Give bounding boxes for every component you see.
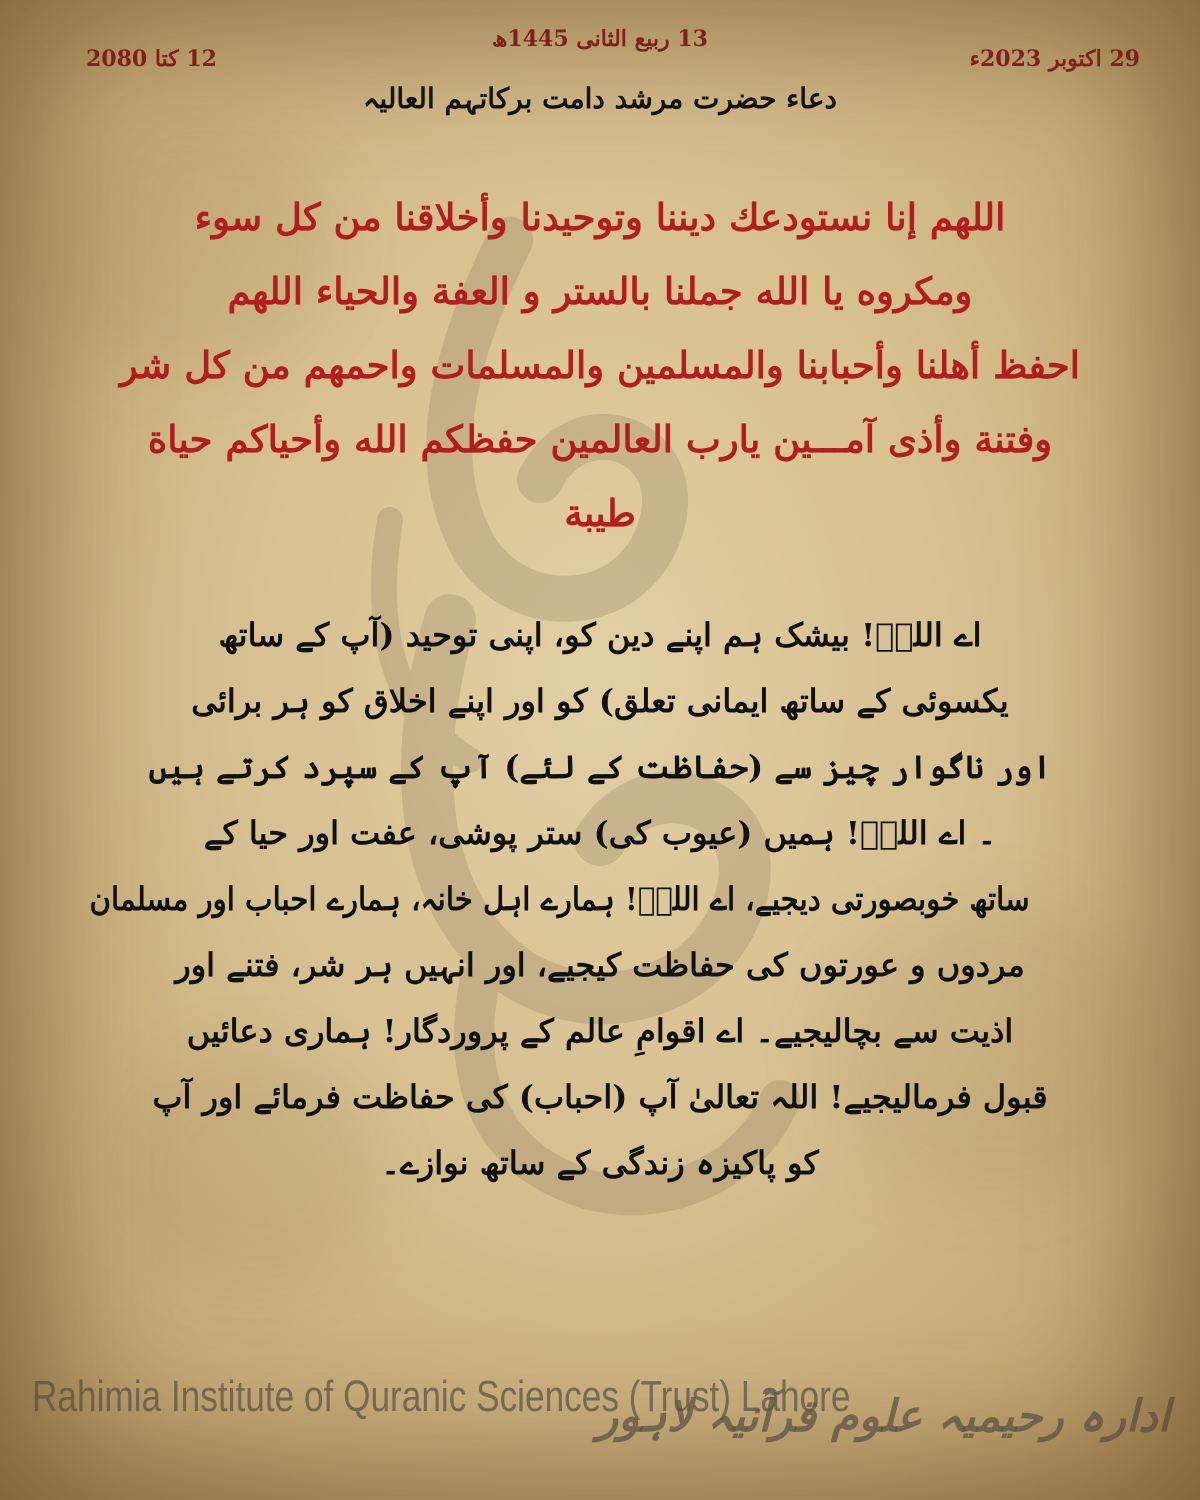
date-hijri: 13 ربیع الثانی 1445ھ [492, 26, 708, 52]
urdu-translation-line: ۔ اے اللہؒ! ہمیں (عیوب کی) ستر پوشی، عفت اور حیا کے [203, 814, 997, 852]
arabic-dua [110, 180, 1090, 550]
arabic-dua-line: وفتنة وأذى آمـــين يارب العالمين حفظكم الله وأحياكم حياة [147, 417, 1053, 461]
dua-subtitle: دعاء حضرت مرشد دامت برکاتہم العالیہ [362, 82, 838, 115]
urdu-translation-line: مردوں و عورتوں کی حفاظت کیجیے، اور انہیں ہر شر، فتنے اور [175, 946, 1025, 984]
urdu-translation-line: قبول فرمالیجیے! اللہ تعالیٰ آپ (احباب) کی حفاظت فرمائے اور آپ [152, 1078, 1048, 1116]
urdu-translation-line: یکسوئی کے ساتھ ایمانی تعلق) کو اور اپنے اخلاق کو ہر برائی [191, 682, 1009, 720]
arabic-dua-line: طيبة [564, 491, 636, 535]
institute-name-english: Rahimia Institute of Quranic Sciences (Trust) Lahore [32, 1372, 851, 1421]
urdu-translation-line: ساتھ خوبصورتی دیجیے، اے اللہؒ! ہمارے اہل خانہ، ہمارے احباب اور مسلمان [89, 880, 1030, 918]
urdu-translation-line: اذیت سے بچالیجیے۔ اے اقوامِ عالم کے پروردگار! ہماری دعائیں [186, 1012, 1014, 1050]
urdu-translation-line: کو پاکیزہ زندگی کے ساتھ نوازے۔ [381, 1144, 819, 1182]
arabic-dua-line: ومكروه يا الله جملنا بالستر و العفة والحياء اللهم [227, 269, 973, 313]
arabic-dua-line: احفظ أهلنا وأحبابنا والمسلمين والمسلمات واحمهم من كل شر [119, 343, 1081, 387]
arabic-dua-line: اللهم إنا نستودعك ديننا وتوحيدنا وأخلاقنا من كل سوء [194, 195, 1006, 239]
urdu-translation-line: اے اللہؒ! بیشک ہم اپنے دین کو، اپنی توحید (آپ کے ساتھ [218, 616, 982, 654]
urdu-translation-line: اور ناگوار چیز سے (حفاظت کے لئے) آپ کے سپرد کرتے ہیں [148, 748, 1052, 786]
date-bikrami: 12 کتا 2080 [86, 46, 217, 72]
institute-calligraphy-logo: ادارہ رحیمیہ علوم قرآنیہ لاہور [596, 1391, 1170, 1442]
date-gregorian: 29 اکتوبر 2023ء [969, 46, 1140, 72]
urdu-translation [89, 602, 1070, 1196]
